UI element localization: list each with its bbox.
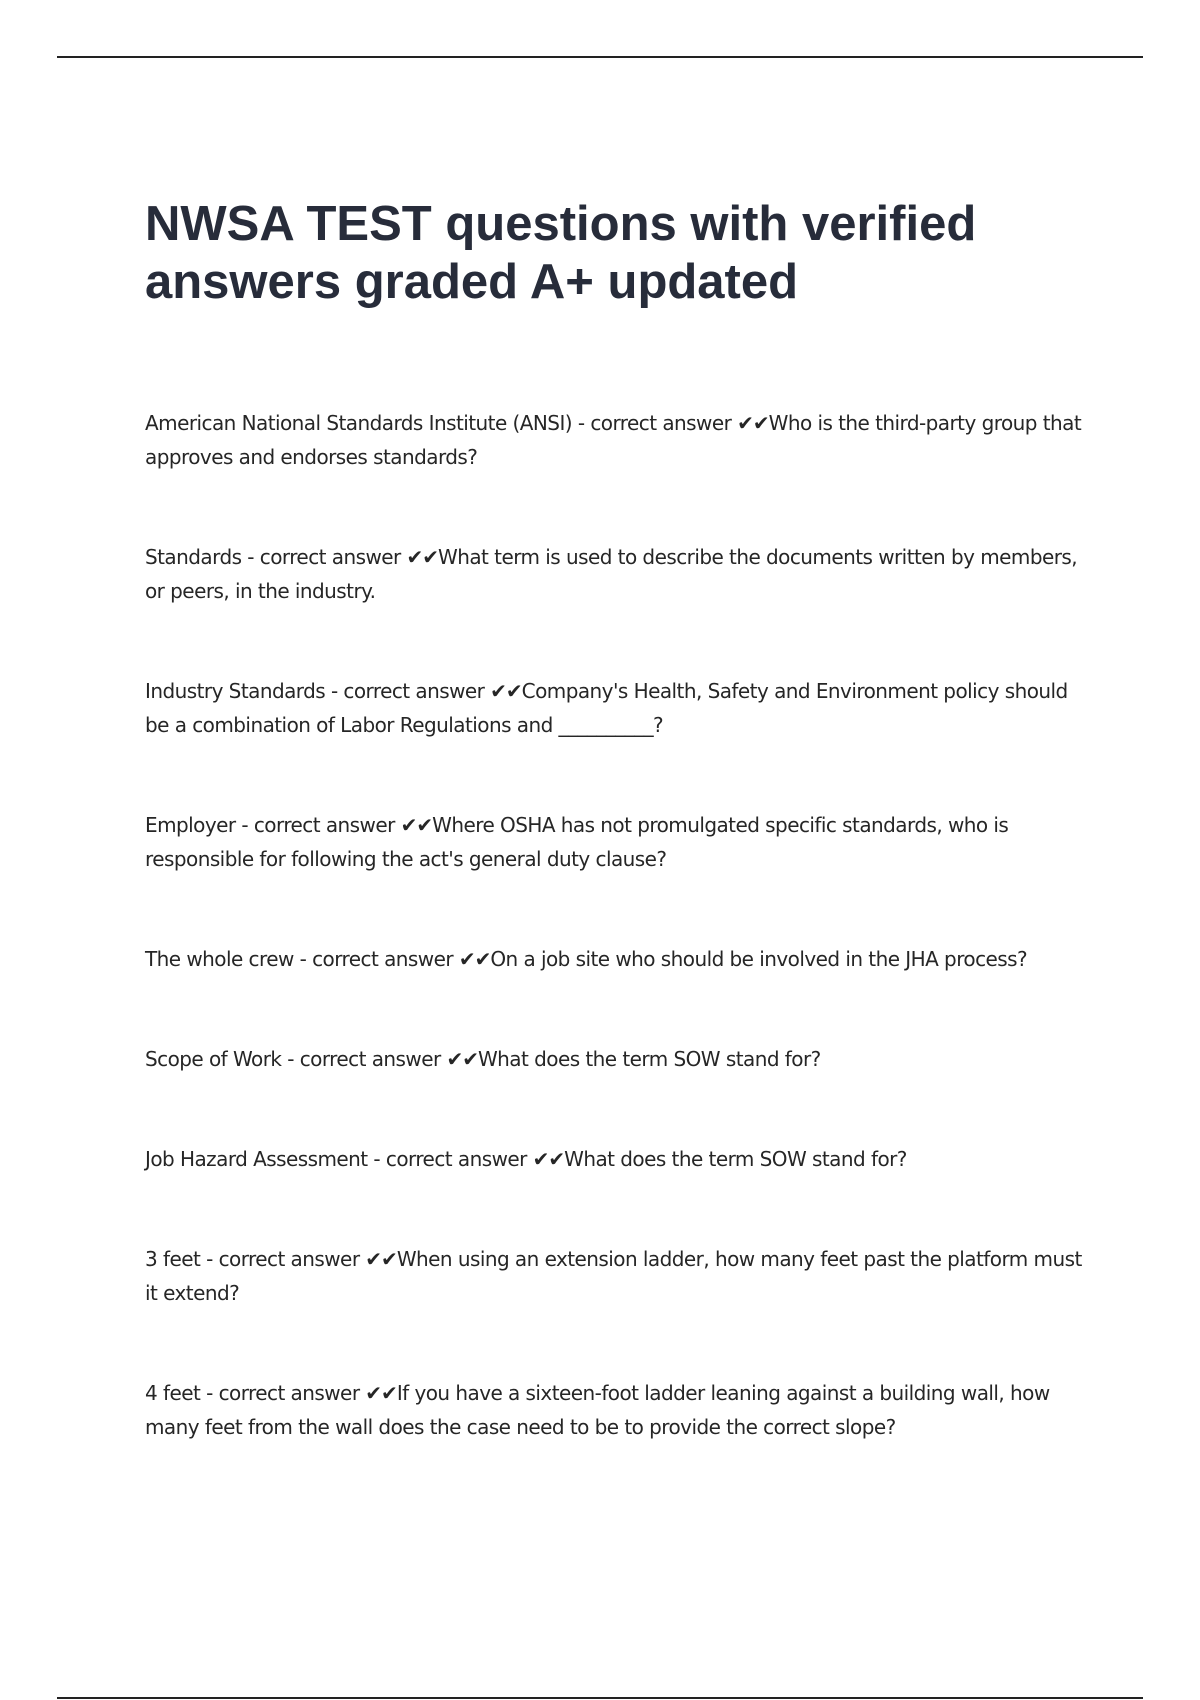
- question-text: When using an extension ladder, how many feet past the platform must it extend?: [145, 1247, 1082, 1305]
- answer-text: Industry Standards: [145, 679, 326, 703]
- question-text: What does the term SOW stand for?: [564, 1147, 907, 1171]
- question-text: What term is used to describe the documents written by members, or peers, in the industry.: [145, 545, 1078, 603]
- checkmark-icon: ✔✔: [406, 545, 438, 569]
- checkmark-icon: ✔✔: [365, 1381, 397, 1405]
- qa-item: [145, 540, 1095, 674]
- qa-item: [145, 674, 1095, 808]
- answer-separator: - correct answer: [281, 1047, 447, 1071]
- checkmark-icon: ✔✔: [532, 1147, 565, 1171]
- question-text: If you have a sixteen-foot ladder leaning against a building wall, how many feet from the wall does the case need to be to provide the correct slope?: [145, 1381, 1050, 1439]
- answer-text: 4 feet: [145, 1381, 201, 1405]
- checkmark-icon: ✔✔: [400, 813, 433, 837]
- answer-text: 3 feet: [145, 1247, 201, 1271]
- answer-separator: - correct answer: [235, 813, 401, 837]
- question-text: What does the term SOW stand for?: [477, 1047, 821, 1071]
- answer-text: Job Hazard Assessment: [145, 1147, 368, 1171]
- header-rule: [57, 56, 1143, 58]
- document-title: NWSA TEST questions with verified answers graded A+ updated: [145, 197, 977, 309]
- qa-item: [145, 406, 1095, 540]
- checkmark-icon: ✔✔: [365, 1247, 397, 1271]
- qa-item: [145, 1376, 1095, 1444]
- answer-text: American National Standards Institute (ANSI): [145, 411, 573, 435]
- qa-item: [145, 1142, 1095, 1242]
- answer-text: The whole crew: [145, 947, 294, 971]
- footer-rule: [57, 1697, 1143, 1699]
- question-text: Who is the third-party group that approves and endorses standards?: [145, 411, 1082, 469]
- question-text: Company's Health, Safety and Environment policy should be a combination of Labor Regulations and __________?: [145, 679, 1068, 737]
- answer-separator: - correct answer: [325, 679, 491, 703]
- question-text: Where OSHA has not promulgated specific standards, who is responsible for following the act's general duty clause?: [145, 813, 1009, 871]
- qa-list: [145, 406, 1095, 1444]
- answer-text: Standards: [145, 545, 242, 569]
- answer-separator: - correct answer: [200, 1247, 366, 1271]
- answer-separator: - correct answer: [367, 1147, 533, 1171]
- answer-separator: - correct answer: [241, 545, 407, 569]
- qa-item: [145, 808, 1095, 942]
- answer-text: Employer: [145, 813, 236, 837]
- qa-item: [145, 1042, 1095, 1142]
- qa-item: [145, 1242, 1095, 1376]
- checkmark-icon: ✔✔: [490, 679, 522, 703]
- question-text: On a job site who should be involved in the JHA process?: [490, 947, 1028, 971]
- checkmark-icon: ✔✔: [458, 947, 491, 971]
- checkmark-icon: ✔✔: [446, 1047, 478, 1071]
- answer-text: Scope of Work: [145, 1047, 282, 1071]
- answer-separator: - correct answer: [200, 1381, 366, 1405]
- checkmark-icon: ✔✔: [737, 411, 769, 435]
- answer-separator: - correct answer: [572, 411, 738, 435]
- qa-item: [145, 942, 1095, 1042]
- answer-separator: - correct answer: [293, 947, 459, 971]
